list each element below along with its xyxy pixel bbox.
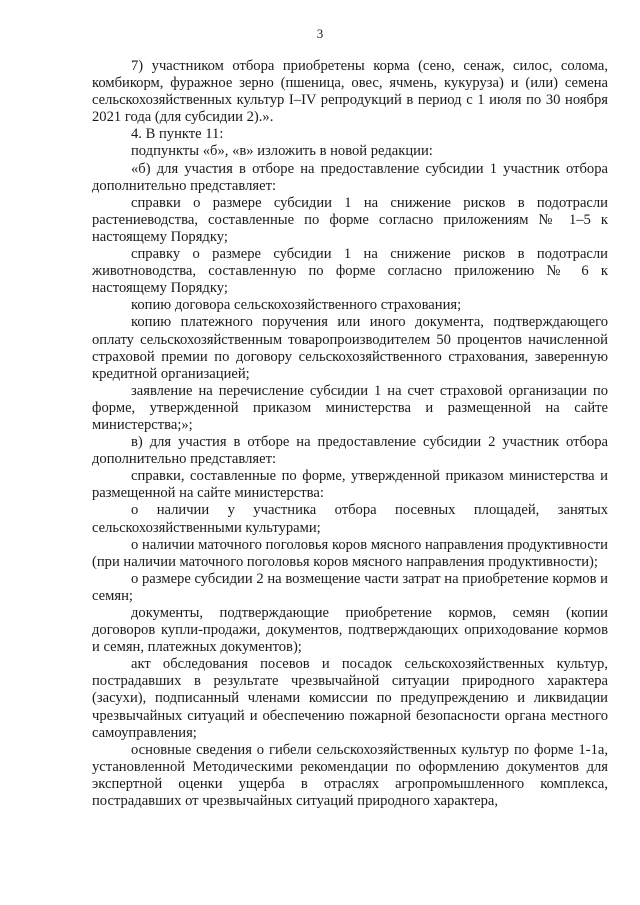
paragraph-insurance-contract: копию договора сельскохозяйственного страхования; bbox=[131, 297, 462, 314]
paragraph-transfer-application: заявление на перечисление субсидии 1 на счет страховой организации по форме, утвержденной приказом министерства и размещенной на сайте министерства;»; bbox=[92, 382, 608, 433]
paragraph-section-4: 4. В пункте 11: bbox=[131, 126, 224, 143]
paragraph-subitem-v: в) для участия в отборе на предоставление субсидии 2 участник отбора дополнительно представляет: bbox=[92, 434, 608, 468]
paragraph-item-7: 7) участником отбора приобретены корма (сено, сенаж, силос, солома, комбикорм, фуражное зерно (пшеница, овес, ячмень, кукуруза) и (или) семена сельскохозяйственных культур I–IV репродукций в период с 1 июля по 30 ноября 2021 года (для субсидии 2).». bbox=[92, 58, 608, 126]
paragraph-payment-order: копию платежного поручения или иного документа, подтверждающего оплату сельскохозяйственным товаропроизводителем 50 процентов начисленной страховой премии по договору сельскохозяйственного страхования, заверенную кредитной организацией; bbox=[92, 314, 608, 382]
paragraph-purchase-documents: документы, подтверждающие приобретение кормов, семян (копии договоров купли-продажи, документов, подтверждающих оприходование кормов и семян, платежных документов); bbox=[92, 605, 608, 656]
paragraph-inspection-act: акт обследования посевов и посадок сельскохозяйственных культур, пострадавших в результате чрезвычайной ситуации природного характера (засухи), подписанный членами комиссии по предупреждению и ликвидации чрезвычайных ситуаций и обеспечению пожарной безопасности органа местного самоуправления; bbox=[92, 656, 608, 741]
paragraph-certificates-form: справки, составленные по форме, утвержденной приказом министерства и размещенной на сайте министерства: bbox=[92, 468, 608, 502]
paragraph-amendment-intro: подпункты «б», «в» изложить в новой редакции: bbox=[131, 143, 433, 160]
document-body bbox=[92, 58, 608, 810]
paragraph-crop-loss-info: основные сведения о гибели сельскохозяйственных культур по форме 1-1а, установленной Методическими рекомендации по оформлению документов для экспертной оценки ущерба в отраслях агропромышленного комплекса, пострадавших от чрезвычайных ситуаций природного характера, bbox=[92, 741, 608, 810]
paragraph-subsidy-2-amount: о размере субсидии 2 на возмещение части затрат на приобретение кормов и семян; bbox=[92, 570, 608, 604]
page-number: 3 bbox=[316, 26, 324, 41]
paragraph-sown-areas: о наличии у участника отбора посевных площадей, занятых сельскохозяйственными культурами; bbox=[92, 502, 608, 536]
paragraph-crop-certificates: справки о размере субсидии 1 на снижение рисков в подотрасли растениеводства, составленные по форме согласно приложениям № 1–5 к настоящему Порядку; bbox=[92, 194, 608, 245]
paragraph-livestock-certificate: справку о размере субсидии 1 на снижение рисков в подотрасли животноводства, составленную по форме согласно приложению № 6 к настоящему Порядку; bbox=[92, 246, 608, 297]
paragraph-subitem-b: «б) для участия в отборе на предоставление субсидии 1 участник отбора дополнительно представляет: bbox=[92, 160, 608, 194]
paragraph-cattle-stock: о наличии маточного поголовья коров мясного направления продуктивности (при наличии маточного поголовья коров мясного направления продуктивности); bbox=[92, 536, 608, 570]
